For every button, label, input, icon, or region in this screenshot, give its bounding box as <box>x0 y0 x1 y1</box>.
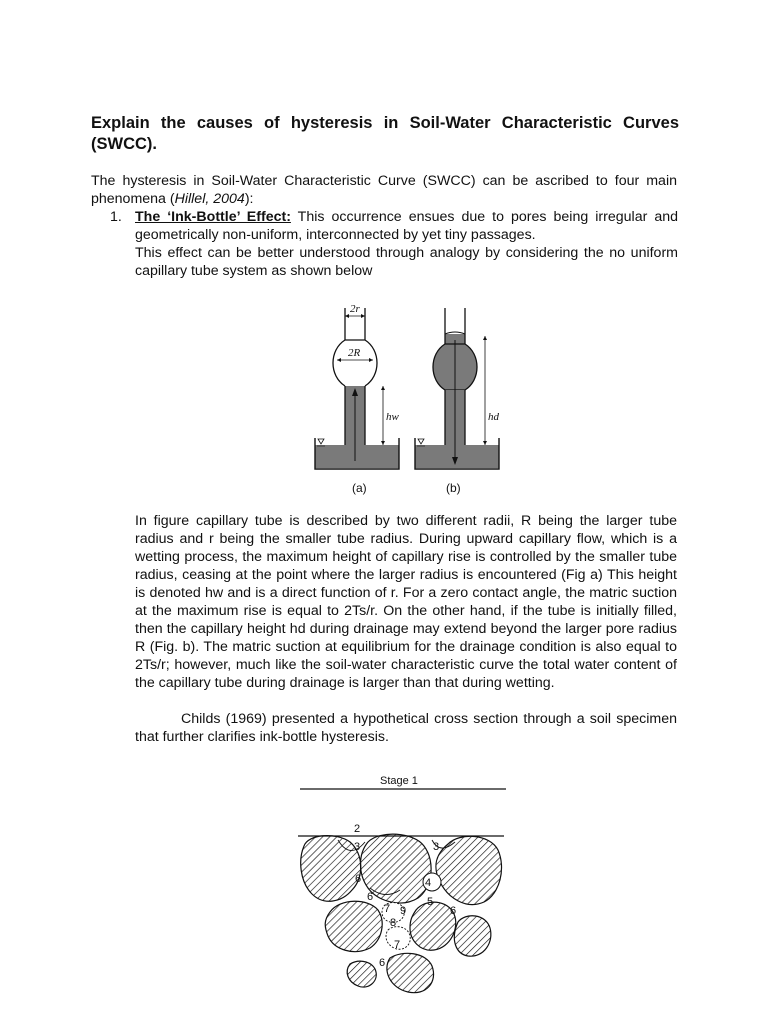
page-title: Explain the causes of hysteresis in Soil-Water Characteristic Curves (SWCC). <box>91 114 679 153</box>
list-item-text-continued: This effect can be better understood through analogy by considering the no uniform capillary tube system as shown below <box>135 245 678 279</box>
reservoir-b-water <box>415 445 499 468</box>
pore-label: 6 <box>367 891 374 903</box>
soil-grain <box>301 836 361 902</box>
list-item-text: This occurrence ensues due to pores being irregular and geometrically non-uniform, interconnected by yet tiny passages. <box>135 209 678 243</box>
soil-grain <box>325 901 382 951</box>
list-item-body <box>135 208 678 280</box>
ink-bottle-diagram <box>305 298 505 500</box>
pore-label: 4 <box>425 877 432 889</box>
list-item-number: 1. <box>110 209 122 225</box>
soil-cross-section-figure <box>290 770 520 1024</box>
reservoir-a-water <box>315 445 399 468</box>
soil-grain <box>410 902 456 950</box>
label-2R: 2R <box>348 347 361 359</box>
intro-text: The hysteresis in Soil-Water Characteristic Curve (SWCC) can be ascribed to four main phenomena ( <box>91 173 677 207</box>
childs-paragraph <box>135 710 677 746</box>
pore-label: 8 <box>390 917 397 929</box>
pore-label: 6 <box>379 957 386 969</box>
intro-citation: Hillel, 2004 <box>174 191 245 207</box>
label-hw: hw <box>386 411 399 423</box>
pore-label: 5 <box>427 896 434 908</box>
soil-grain <box>387 953 434 992</box>
pore-label: 3 <box>354 841 361 853</box>
caption-a: (a) <box>352 481 367 495</box>
childs-text: Childs (1969) presented a hypothetical cross section through a soil specimen that further clarifies ink-bottle hysteresis. <box>135 711 677 745</box>
label-2r: 2r <box>350 303 360 315</box>
soil-grain <box>347 961 376 987</box>
caption-b: (b) <box>446 481 461 495</box>
intro-close: ): <box>244 191 254 207</box>
soil-grain <box>436 836 502 904</box>
intro-paragraph <box>91 172 677 208</box>
pore-label: 6 <box>355 873 362 885</box>
soil-grain <box>454 916 491 956</box>
stage-label: Stage 1 <box>380 775 418 787</box>
pore-label: 3 <box>433 841 440 853</box>
label-hd: hd <box>488 411 499 423</box>
pore-label: 2 <box>354 823 361 835</box>
pore-label: 7 <box>394 939 401 951</box>
pore-label: 6 <box>450 905 457 917</box>
pore-label: 7 <box>384 903 391 915</box>
figure-explanation-paragraph: In figure capillary tube is described by two different radii, R being the larger tube radius and r being the smaller tube radius. During upward capillary flow, which is a wetting process, the maximum height of capillary rise is controlled by the smaller tube radius, ceasing at the point where the larger radius is encountered (Fig a) This height is denoted hw and is a direct function of r. For a zero contact angle, the matric suction at the maximum rise is equal to 2Ts/r. On the other hand, if the tube is initially filled, then the capillary height hd during drainage may extend beyond the larger pore radius R (Fig. b). The matric suction at equilibrium for the drainage condition is also equal to 2Ts/r; however, much like the soil-water characteristic curve the total water content of the capillary tube during drainage is larger than that during wetting. <box>135 513 677 691</box>
pore-label: 9 <box>400 905 407 917</box>
list-item-term: The ‘Ink-Bottle’ Effect: <box>135 209 291 225</box>
